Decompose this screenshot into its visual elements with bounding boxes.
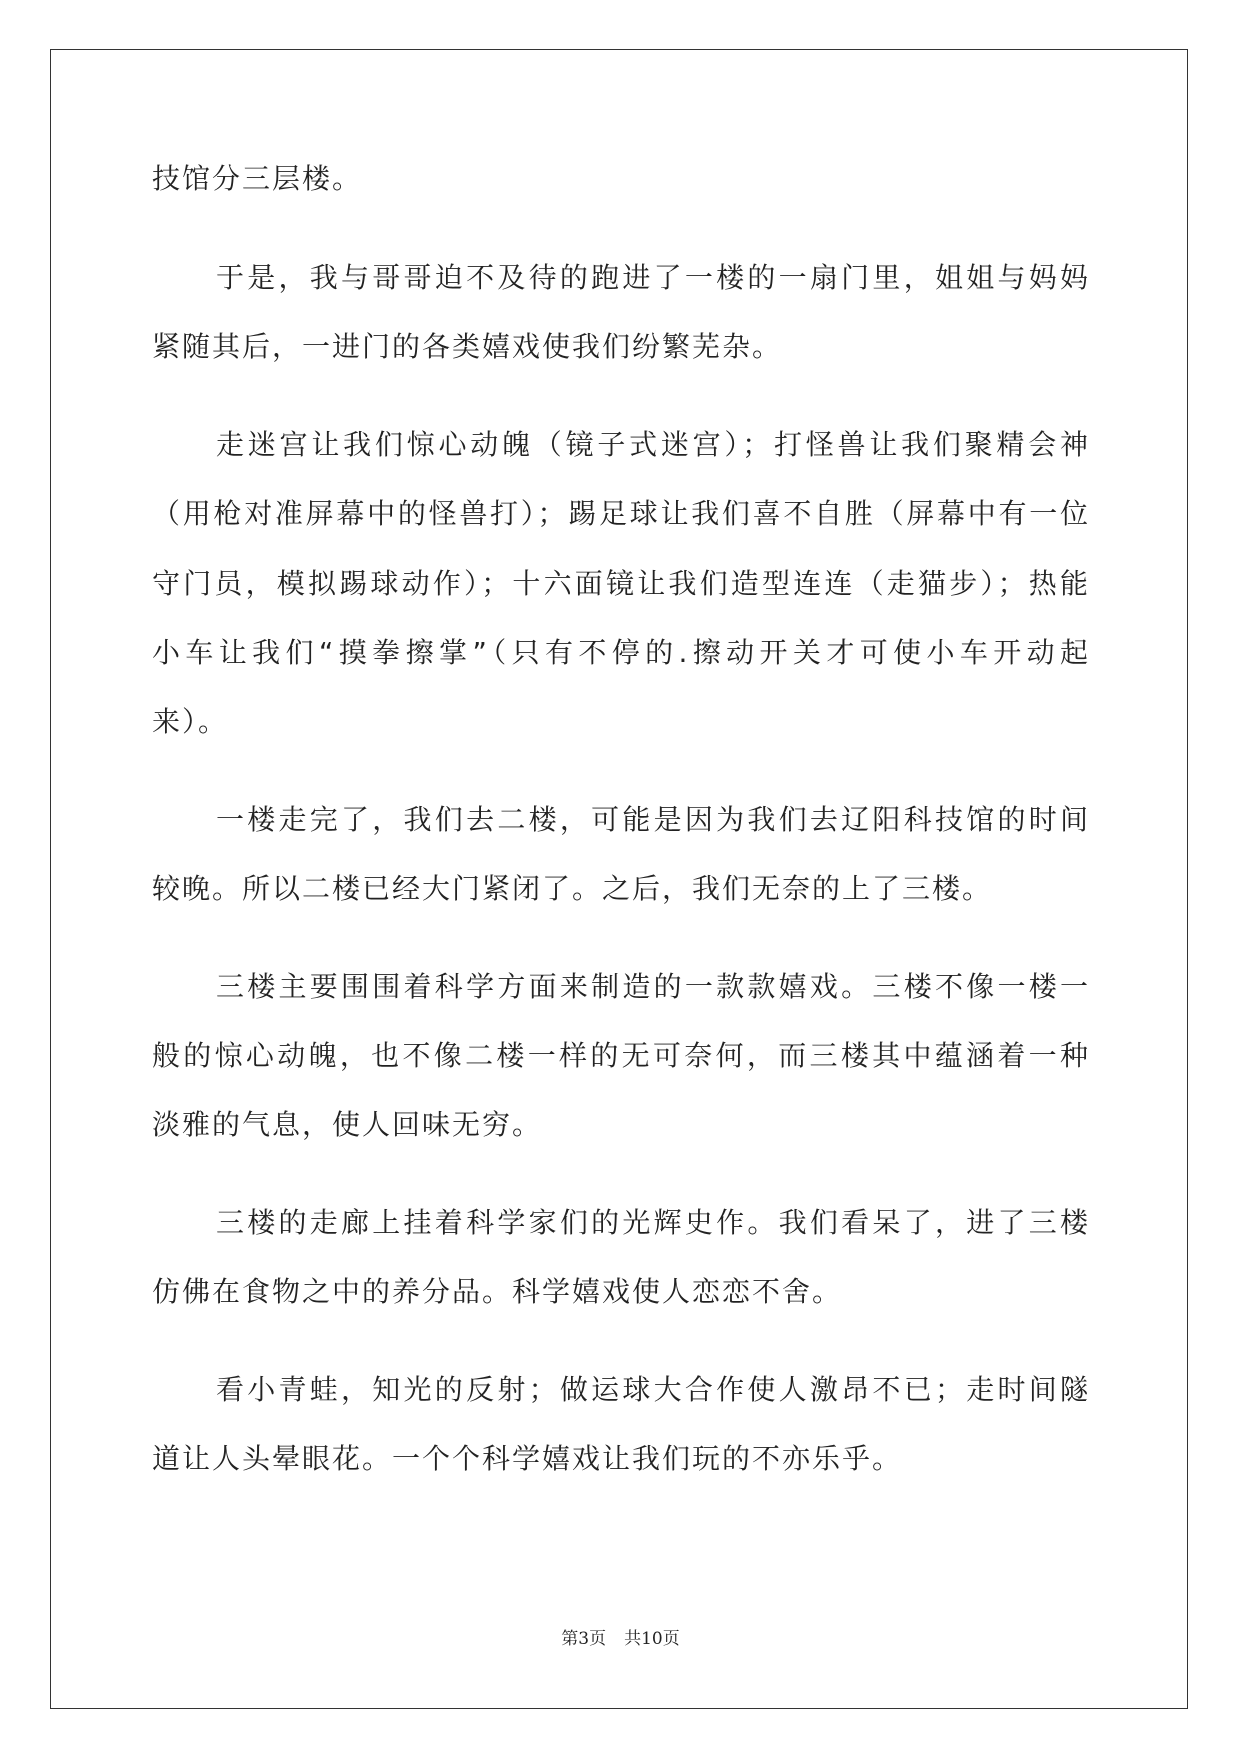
text-line: 走迷宫让我们惊心动魄（镜子式迷宫）；打怪兽让我们聚精会神 — [216, 428, 1090, 461]
text-line: 一楼走完了，我们去二楼，可能是因为我们去辽阳科技馆的时间 — [216, 803, 1090, 836]
text-line: 仿佛在食物之中的养分品。科学嬉戏使人恋恋不舍。 — [152, 1275, 843, 1308]
text-line: 淡雅的气息，使人回味无穷。 — [152, 1108, 543, 1141]
text-line: 较晚。所以二楼已经大门紧闭了。之后，我们无奈的上了三楼。 — [152, 872, 993, 905]
page-number: 第3页 — [561, 1629, 607, 1649]
text-line: 技馆分三层楼。 — [152, 162, 363, 195]
page-footer — [0, 1628, 1241, 1650]
page-total: 共10页 — [624, 1629, 680, 1649]
text-line: 三楼主要围围着科学方面来制造的一款款嬉戏。三楼不像一楼一 — [216, 970, 1090, 1003]
text-line: 道让人头晕眼花。一个个科学嬉戏让我们玩的不亦乐乎。 — [152, 1442, 903, 1475]
text-line: 看小青蛙，知光的反射；做运球大合作使人激昂不已；走时间隧 — [216, 1373, 1090, 1406]
text-line: 守门员，模拟踢球动作）；十六面镜让我们造型连连（走猫步）；热能 — [152, 567, 1090, 600]
text-line: 于是，我与哥哥迫不及待的跑进了一楼的一扇门里，姐姐与妈妈 — [216, 261, 1090, 294]
text-line: （用枪对准屏幕中的怪兽打）；踢足球让我们喜不自胜（屏幕中有一位 — [152, 497, 1090, 530]
text-line: 般的惊心动魄，也不像二楼一样的无可奈何，而三楼其中蕴涵着一种 — [152, 1039, 1090, 1072]
text-line: 三楼的走廊上挂着科学家们的光辉史作。我们看呆了，进了三楼 — [216, 1206, 1090, 1239]
text-line: 紧随其后，一进门的各类嬉戏使我们纷繁芜杂。 — [152, 330, 783, 363]
text-line: 来）。 — [152, 705, 229, 738]
text-line: 小车让我们“摸拳擦掌”（只有不停的.擦动开关才可使小车开动起 — [152, 636, 1090, 669]
